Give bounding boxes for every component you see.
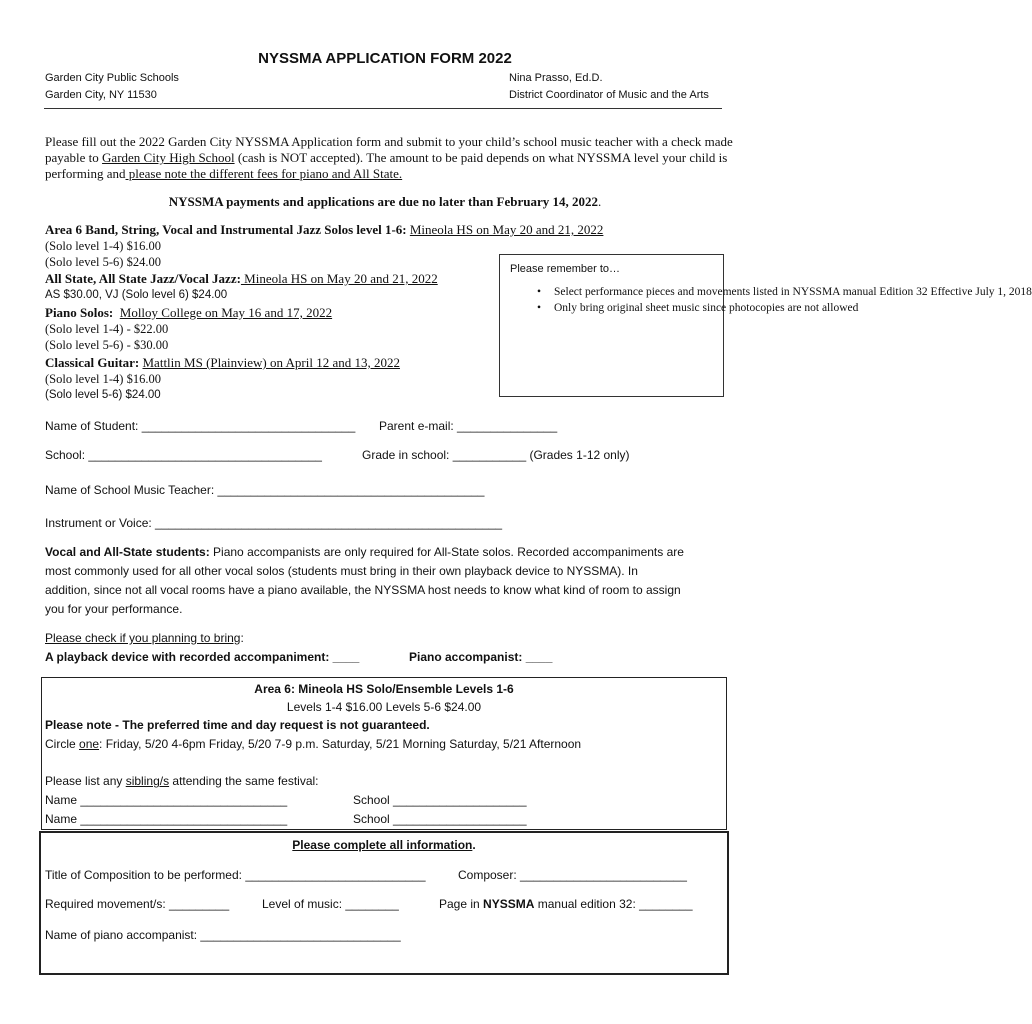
- reminder-list: [500, 285, 1032, 317]
- intro-paragraph: [45, 134, 735, 182]
- music-teacher-field[interactable]: Name of School Music Teacher: ________________________________________: [45, 483, 485, 497]
- area6-heading: [45, 222, 603, 238]
- vocal-line-2: most commonly used for all other vocal solos (students must bring in their own playback device to NYSSMA). In: [45, 564, 638, 578]
- guitar-fee-1: (Solo level 1-4) $16.00: [45, 372, 161, 386]
- piano-heading: [45, 305, 332, 321]
- parent-email-field[interactable]: Parent e-mail: _______________: [379, 419, 558, 433]
- box2-heading-text: Please complete all information: [292, 838, 473, 852]
- form-title: NYSSMA APPLICATION FORM 2022: [258, 50, 512, 67]
- reminder-item: [500, 285, 1032, 300]
- reminder-item: [500, 301, 859, 316]
- piano-fee-2: (Solo level 5-6) - $30.00: [45, 338, 169, 352]
- deadline-period: .: [598, 194, 602, 209]
- area6-label: Area 6 Band, String, Vocal and Instrumental Jazz Solos level 1-6:: [45, 222, 407, 237]
- area6-location: Mineola HS on May 20 and 21, 2022: [409, 222, 604, 237]
- page-prefix: Page in: [439, 897, 484, 911]
- intro-text-1: Please fill out the 2022 Garden City NYSSMA Application form and submit to your child’s school music teacher with a check made payable to: [45, 134, 733, 165]
- sibling-rest: attending the same festival:: [169, 774, 319, 788]
- student-name-field[interactable]: Name of Student: ________________________________: [45, 419, 356, 433]
- sibling-name-field-1[interactable]: Name _______________________________: [45, 793, 288, 807]
- vocal-label: Vocal and All-State students:: [45, 545, 210, 559]
- composer-field[interactable]: Composer: _________________________: [458, 868, 687, 882]
- sibling-word: sibling/s: [125, 774, 170, 788]
- instrument-field[interactable]: Instrument or Voice: ____________________________________________________: [45, 516, 503, 530]
- guitar-location: Mattlin MS (Plainview) on April 12 and 13, 2022: [142, 355, 400, 370]
- vocal-line-4: you for your performance.: [45, 602, 183, 616]
- sibling-prefix: Please list any: [45, 774, 126, 788]
- box1-title: Area 6: Mineola HS Solo/Ensemble Levels 1-6: [254, 682, 514, 696]
- guitar-heading: [45, 355, 400, 371]
- area6-fee-1: (Solo level 1-4) $16.00: [45, 239, 161, 253]
- circle-prefix: Circle: [45, 737, 80, 751]
- piano-location: Molloy College on May 16 and 17, 2022: [119, 305, 333, 320]
- header-divider: [44, 108, 722, 109]
- piano-fee-1: (Solo level 1-4) - $22.00: [45, 322, 169, 336]
- allstate-label: All State, All State Jazz/Vocal Jazz:: [45, 271, 241, 286]
- bring-heading: [45, 631, 244, 645]
- sibling-school-field-2[interactable]: School ____________________: [353, 812, 527, 826]
- vocal-text-1: Piano accompanists are only required for All-State solos. Recorded accompaniments are: [209, 545, 684, 559]
- school-field[interactable]: School: ___________________________________: [45, 448, 322, 462]
- deadline-text: NYSSMA payments and applications are due no later than February 14, 2022: [168, 194, 599, 209]
- time-preference-line[interactable]: [45, 737, 581, 751]
- allstate-fee: AS $30.00, VJ (Solo level 6) $24.00: [45, 289, 228, 301]
- reminder-item-text: Select performance pieces and movements listed in NYSSMA manual Edition 32 Effective July 1, 2018: [554, 286, 1032, 298]
- box1-note: Please note - The preferred time and day request is not guaranteed.: [45, 718, 430, 732]
- piano-label: Piano Solos:: [45, 305, 114, 320]
- payee-name: Garden City High School: [102, 150, 235, 165]
- music-level-field[interactable]: Level of music: ________: [262, 897, 399, 911]
- bring-heading-text: Please check if you planning to bring: [45, 631, 241, 645]
- bullet-icon: •: [537, 286, 542, 298]
- allstate-location: Mineola HS on May 20 and 21, 2022: [240, 271, 438, 286]
- deadline-notice: [0, 194, 770, 210]
- bullet-icon: •: [537, 302, 542, 314]
- movement-field[interactable]: Required movement/s: _________: [45, 897, 230, 911]
- guitar-fee-2: (Solo level 5-6) $24.00: [45, 389, 161, 401]
- vocal-line-3: addition, since not all vocal rooms have a piano available, the NYSSMA host needs to know what kind of room to assign: [45, 583, 681, 597]
- school-district-address: Garden City, NY 11530: [45, 89, 157, 101]
- piano-accompanist-name-field[interactable]: Name of piano accompanist: ______________________________: [45, 928, 401, 942]
- school-district-name: Garden City Public Schools: [45, 72, 179, 84]
- reminder-title: Please remember to…: [510, 263, 621, 275]
- sibling-name-field-2[interactable]: Name _______________________________: [45, 812, 288, 826]
- circle-one: one: [79, 737, 100, 751]
- reminder-box: [499, 254, 1032, 397]
- coordinator-name: Nina Prasso, Ed.D.: [509, 72, 603, 84]
- playback-device-checkbox[interactable]: A playback device with recorded accompaniment: ____: [45, 650, 360, 664]
- guitar-label: Classical Guitar:: [45, 355, 140, 370]
- time-options[interactable]: : Friday, 5/20 4-6pm Friday, 5/20 7-9 p.m. Saturday, 5/21 Morning Saturday, 5/21 Afternoon: [99, 737, 582, 751]
- manual-page-field[interactable]: [439, 897, 693, 911]
- grade-field[interactable]: Grade in school: ___________ (Grades 1-12 only): [362, 448, 630, 462]
- piano-accompanist-checkbox[interactable]: Piano accompanist: ____: [409, 650, 553, 664]
- coordinator-title: District Coordinator of Music and the Arts: [509, 89, 709, 101]
- box1-levels: Levels 1-4 $16.00 Levels 5-6 $24.00: [286, 700, 482, 714]
- page-nyssma: NYSSMA: [483, 897, 535, 911]
- area6-fee-2: (Solo level 5-6) $24.00: [45, 255, 161, 269]
- box2-heading: [39, 838, 729, 852]
- allstate-heading: [45, 271, 438, 287]
- intro-text-2: (cash is NOT accepted). The amount to be paid depends on what NYSSMA level your child is performing and: [45, 150, 728, 181]
- vocal-line-1: [45, 545, 684, 559]
- reminder-item-text: Only bring original sheet music since photocopies are not allowed: [554, 302, 859, 314]
- composition-title-field[interactable]: Title of Composition to be performed: ___________________________: [45, 868, 426, 882]
- page-rest[interactable]: manual edition 32: ________: [534, 897, 693, 911]
- sibling-prompt: [45, 774, 319, 788]
- box2-heading-period: .: [472, 838, 476, 852]
- sibling-school-field-1[interactable]: School ____________________: [353, 793, 527, 807]
- fee-note: please note the different fees for piano and All State.: [125, 166, 403, 181]
- bring-heading-colon: :: [240, 631, 244, 645]
